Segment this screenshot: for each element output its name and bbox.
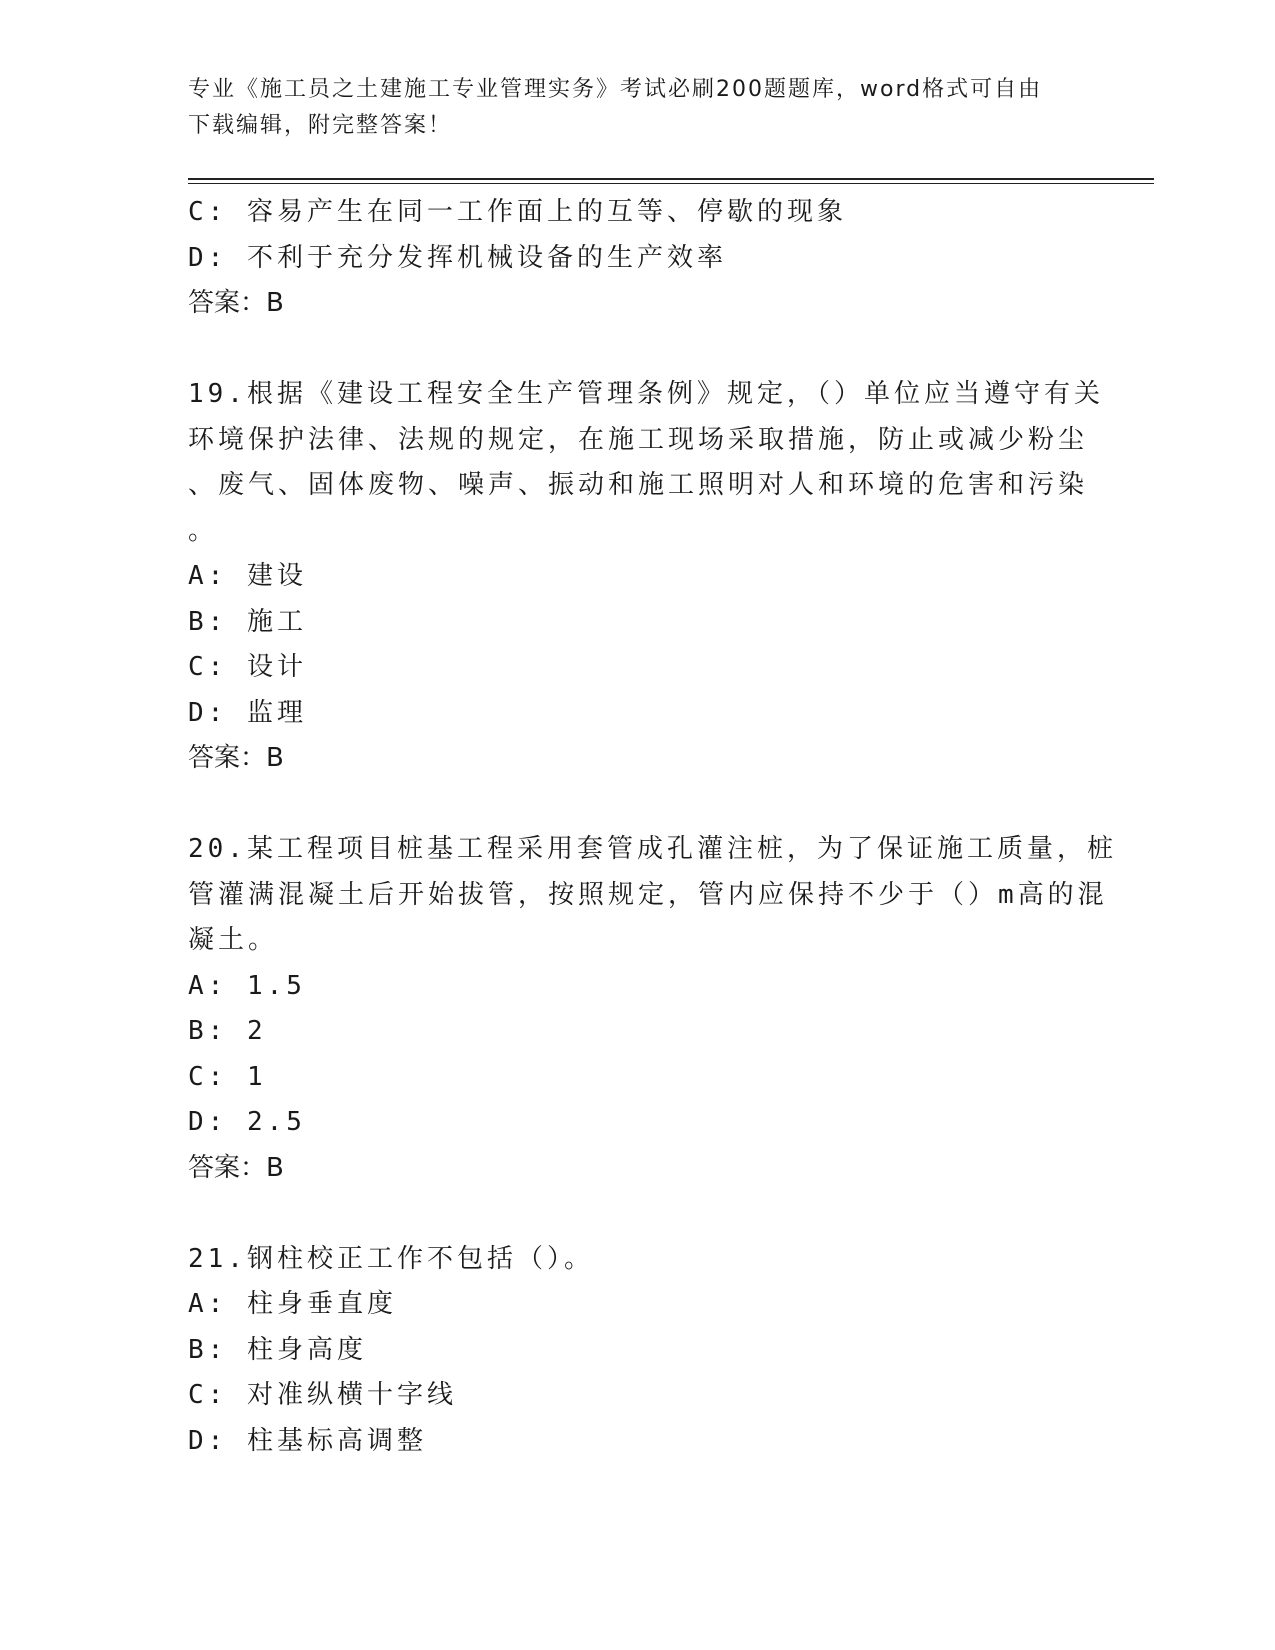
option-d: D: 2.5	[188, 1107, 306, 1137]
header-line-1: 专业《施工员之土建施工专业管理实务》考试必刷200题题库，word格式可自由	[188, 77, 1043, 102]
option-c: C: 设计	[188, 652, 307, 682]
option-b: B: 柱身高度	[188, 1334, 367, 1365]
option-d: D: 柱基标高调整	[188, 1425, 427, 1456]
question-text-line: 环境保护法律、法规的规定，在施工现场采取措施，防止或减少粉尘	[188, 424, 1089, 455]
option-a: A: 1.5	[188, 970, 306, 1001]
option-c: C: 1	[188, 1061, 267, 1092]
option-b: B: 2	[188, 1016, 267, 1046]
question-text-line: 、废气、固体废物、噪声、振动和施工照明对人和环境的危害和污染	[188, 470, 1089, 500]
option-c: C: 对准纵横十字线	[188, 1380, 457, 1410]
header-rule-thin	[188, 183, 1154, 184]
question-18-tail	[188, 190, 1088, 327]
question-text-line: 21.钢柱校正工作不包括（）。	[188, 1243, 594, 1274]
question-text-line: 管灌满混凝土后开始拔管，按照规定，管内应保持不少于（）m高的混	[188, 879, 1108, 910]
spacer	[188, 327, 1088, 373]
question-20	[188, 827, 1117, 1191]
answer: 答案：B	[188, 743, 284, 773]
header-line-2: 下载编辑，附完整答案！	[188, 113, 453, 138]
header-rule-thick	[188, 178, 1154, 180]
question-text-line: 。	[188, 515, 219, 546]
spacer	[188, 1191, 1088, 1237]
option-a: A: 柱身垂直度	[188, 1289, 397, 1319]
option-c: C: 容易产生在同一工作面上的互等、停歇的现象	[188, 197, 847, 227]
question-19	[188, 372, 1104, 782]
document-header	[188, 72, 1068, 144]
document-body	[188, 190, 1117, 1464]
option-b: B: 施工	[188, 606, 307, 637]
question-text-line: 19.根据《建设工程安全生产管理条例》规定，（）单位应当遵守有关	[188, 379, 1104, 409]
option-a: A: 建设	[188, 561, 307, 591]
option-d: D: 不利于充分发挥机械设备的生产效率	[188, 242, 727, 273]
question-text-line: 20.某工程项目桩基工程采用套管成孔灌注桩，为了保证施工质量，桩	[188, 834, 1117, 864]
option-d: D: 监理	[188, 697, 307, 728]
question-text-line: 凝土。	[188, 925, 279, 955]
answer: 答案：B	[188, 1152, 284, 1183]
question-21	[188, 1237, 1088, 1465]
spacer	[188, 782, 1088, 828]
answer: 答案：B	[188, 288, 284, 318]
